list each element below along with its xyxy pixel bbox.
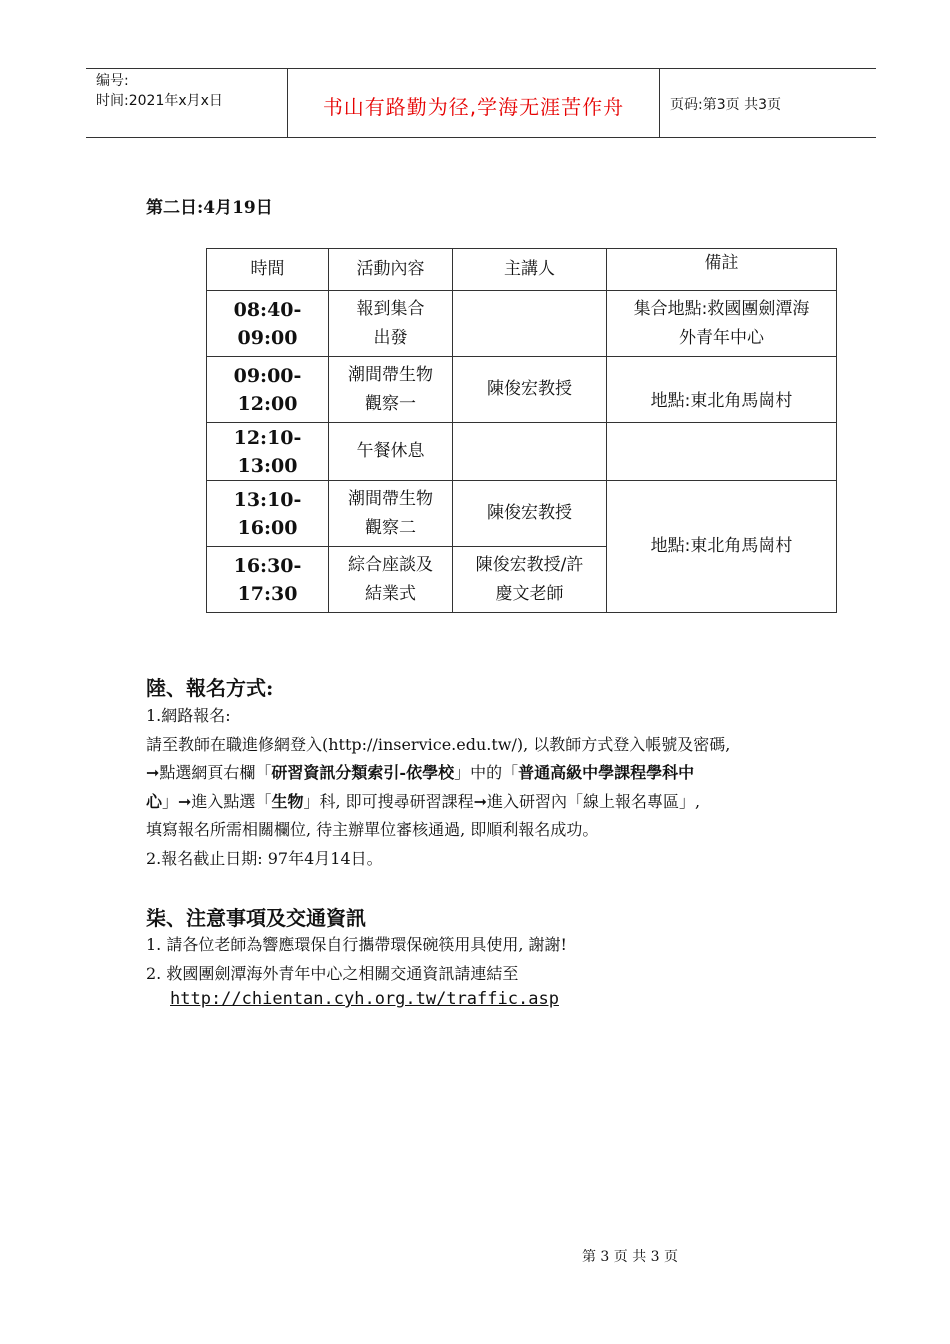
table-row	[207, 291, 837, 357]
text-span: ➞點選網頁右欄「	[146, 763, 272, 782]
traffic-link[interactable]: http://chientan.cyh.org.tw/traffic.asp	[170, 989, 559, 1009]
column-header: 時間	[207, 249, 329, 291]
page-header	[86, 68, 876, 138]
header-page-info: 页码:第3页 共3页	[670, 97, 781, 113]
registration-item-2: 2.報名截止日期: 97年4月14日。	[146, 848, 383, 868]
registration-line: 填寫報名所需相關欄位, 待主辦單位審核通過, 即順利報名成功。	[146, 820, 599, 839]
column-header: 活動內容	[329, 249, 453, 291]
registration-body	[146, 702, 846, 873]
header-motto: 书山有路勤为径,学海无涯苦作舟	[322, 95, 625, 119]
registration-line	[146, 759, 846, 788]
activity-cell: 綜合座談及 結業式	[329, 547, 453, 613]
notes-body	[146, 931, 846, 988]
table-row	[207, 423, 837, 481]
table-row	[207, 481, 837, 547]
activity-cell: 潮間帶生物 觀察一	[329, 357, 453, 423]
registration-line: 請至教師在職進修網登入(http://inservice.edu.tw/), 以教師方式登入帳號及密碼,	[146, 734, 731, 754]
header-divider	[659, 69, 660, 137]
activity-cell: 潮間帶生物 觀察二	[329, 481, 453, 547]
header-number: 编号:	[96, 73, 129, 89]
text-span: 」科, 即可搜尋研習課程➞進入研習內「線上報名專區」,	[303, 791, 701, 811]
time-cell: 16:30- 17:30	[207, 547, 329, 613]
table-row	[207, 357, 837, 423]
speaker-cell	[453, 291, 607, 357]
time-cell: 13:10- 16:00	[207, 481, 329, 547]
notes-item-1: 1. 請各位老師為響應環保自行攜帶環保碗筷用具使用, 謝謝!	[146, 935, 567, 954]
bold-text: 生物	[271, 791, 304, 811]
note-cell: 地點:東北角馬崗村	[607, 357, 837, 423]
speaker-cell: 陳俊宏教授	[453, 357, 607, 423]
bold-text: 心	[146, 791, 163, 811]
table-header-row	[207, 249, 837, 291]
notes-item-2: 2. 救國團劍潭海外青年中心之相關交通資訊請連結至	[146, 963, 519, 983]
header-meta	[96, 71, 286, 111]
column-header: 主講人	[453, 249, 607, 291]
header-date: 时间:2021年x月x日	[96, 93, 223, 109]
bold-text: 研習資訊分類索引-依學校	[271, 763, 455, 782]
bold-text: 普通高級中學課程學科中	[518, 763, 695, 782]
speaker-cell: 陳俊宏教授	[453, 481, 607, 547]
page-footer: 第 3 页 共 3 页	[581, 1249, 679, 1265]
registration-line	[146, 788, 846, 817]
schedule-table	[206, 248, 837, 613]
activity-cell: 報到集合 出發	[329, 291, 453, 357]
speaker-cell: 陳俊宏教授/許 慶文老師	[453, 547, 607, 613]
text-span: 」➞進入點選「	[162, 791, 272, 811]
column-header: 備註	[607, 249, 837, 291]
note-cell: 地點:東北角馬崗村	[607, 481, 837, 613]
note-cell: 集合地點:救國團劍潭海 外青年中心	[607, 291, 837, 357]
day-title: 第二日:4月19日	[146, 198, 273, 218]
activity-cell: 午餐休息	[329, 423, 453, 481]
speaker-cell	[453, 423, 607, 481]
time-cell: 08:40- 09:00	[207, 291, 329, 357]
text-span: 」中的「	[454, 763, 519, 782]
section-title-registration: 陸、報名方式:	[146, 676, 274, 700]
section-title-notes: 柒、注意事項及交通資訊	[146, 906, 366, 930]
time-cell: 12:10- 13:00	[207, 423, 329, 481]
registration-item-1: 1.網路報名:	[146, 706, 231, 725]
note-cell	[607, 423, 837, 481]
time-cell: 09:00- 12:00	[207, 357, 329, 423]
